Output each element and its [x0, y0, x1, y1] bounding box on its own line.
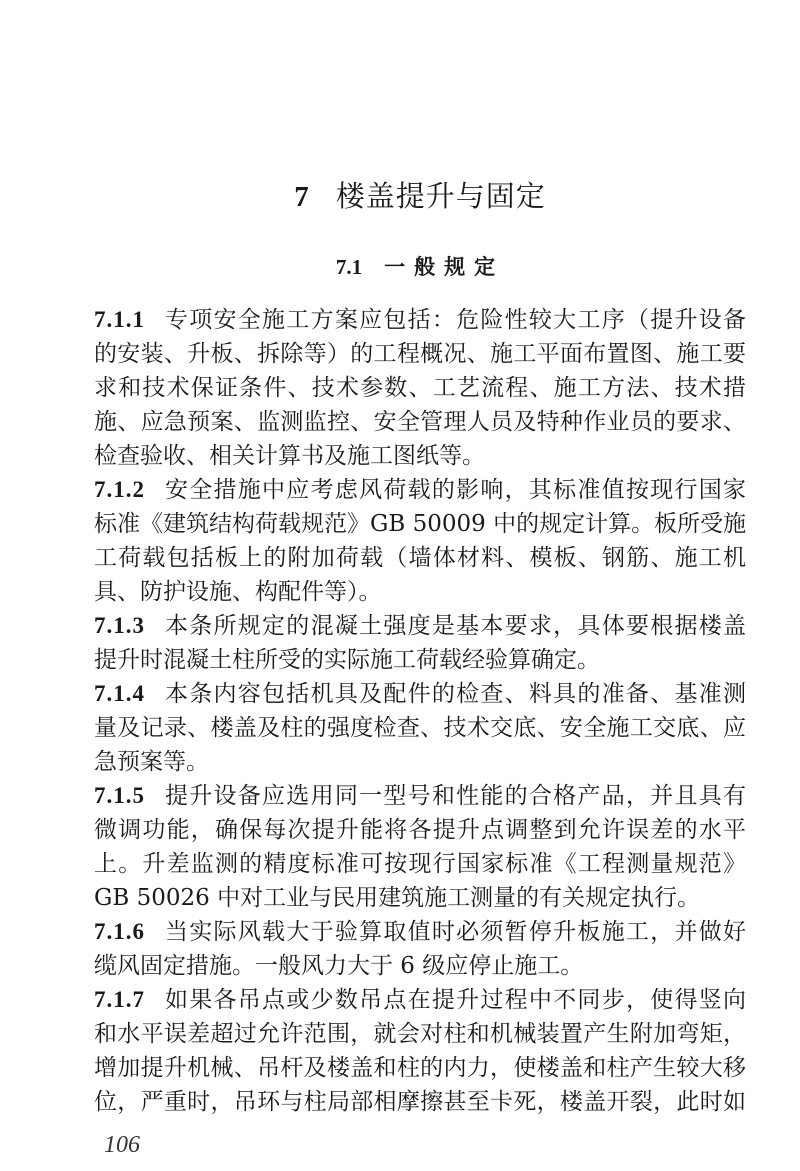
chapter-number: 7 — [294, 181, 310, 213]
text-line — [94, 1017, 746, 1051]
clause-7-1-3 — [94, 609, 746, 677]
text-line — [94, 507, 746, 541]
clause-7-1-4 — [94, 677, 746, 779]
text-line — [94, 609, 746, 643]
clause-7-1-6 — [94, 915, 746, 983]
clause-number: 7.1.5 — [94, 783, 145, 808]
text-line — [94, 473, 746, 507]
line-text: 本条内容包括机具及配件的检查、料具的准备、基准测 — [165, 681, 746, 707]
line-text: 当实际风载大于验算取值时必须暂停升板施工，并做好 — [165, 919, 746, 945]
text-line — [94, 405, 746, 439]
line-text: 量及记录、楼盖及柱的强度检查、技术交底、安全施工交底、应 — [94, 715, 746, 741]
text-line — [94, 303, 746, 337]
clause-7-1-2 — [94, 473, 746, 609]
text-line — [94, 711, 746, 745]
text-line — [94, 643, 746, 677]
text-line — [94, 881, 746, 915]
line-text: 增加提升机械、吊杆及楼盖和柱的内力，使楼盖和柱产生较大移 — [94, 1055, 746, 1081]
clause-number: 7.1.3 — [94, 613, 145, 638]
line-text: 专项安全施工方案应包括：危险性较大工序（提升设备 — [165, 307, 746, 333]
text-line — [94, 371, 746, 405]
body-text — [94, 303, 746, 1119]
text-line — [94, 337, 746, 371]
section-heading — [0, 252, 800, 282]
text-line — [94, 915, 746, 949]
line-text: 具、防护设施、构配件等）。 — [94, 579, 382, 605]
clause-number: 7.1.1 — [94, 307, 145, 332]
section-number: 7.1 — [335, 255, 363, 279]
text-line — [94, 575, 746, 609]
line-text: 位，严重时，吊环与柱局部相摩擦甚至卡死，楼盖开裂，此时如 — [94, 1089, 746, 1115]
line-text: 提升时混凝土柱所受的实际施工荷载经验算确定。 — [94, 647, 600, 673]
text-line — [94, 1051, 746, 1085]
line-text: 缆风固定措施。一般风力大于 6 级应停止施工。 — [94, 953, 584, 979]
line-text: 安全措施中应考虑风荷载的影响，其标准值按现行国家 — [165, 477, 746, 503]
line-text: 检查验收、相关计算书及施工图纸等。 — [94, 443, 485, 469]
text-line — [94, 949, 746, 983]
line-text: 和水平误差超过允许范围，就会对柱和机械装置产生附加弯矩， — [94, 1021, 746, 1047]
clause-number: 7.1.4 — [94, 681, 145, 706]
clause-7-1-7 — [94, 983, 746, 1119]
line-text: 求和技术保证条件、技术参数、工艺流程、施工方法、技术措 — [94, 375, 746, 401]
line-text: 施、应急预案、监测监控、安全管理人员及特种作业员的要求、 — [94, 409, 746, 435]
text-line — [94, 677, 746, 711]
line-text: GB 50026 中对工业与民用建筑施工测量的有关规定执行。 — [94, 885, 701, 911]
text-line — [94, 813, 746, 847]
text-line — [94, 1085, 746, 1119]
line-text: 如果各吊点或少数吊点在提升过程中不同步，使得竖向 — [165, 987, 746, 1013]
text-line — [94, 541, 746, 575]
text-line — [94, 745, 746, 779]
line-text: 的安装、升板、拆除等）的工程概况、施工平面布置图、施工要 — [94, 341, 746, 367]
line-text: 提升设备应选用同一型号和性能的合格产品，并且具有 — [165, 783, 746, 809]
line-text: 本条所规定的混凝土强度是基本要求，具体要根据楼盖 — [165, 613, 746, 639]
clause-number: 7.1.6 — [94, 919, 145, 944]
text-line — [94, 779, 746, 813]
clause-7-1-1 — [94, 303, 746, 473]
text-line — [94, 983, 746, 1017]
clause-number: 7.1.7 — [94, 987, 145, 1012]
line-text: 急预案等。 — [94, 749, 209, 775]
text-line — [94, 847, 746, 881]
chapter-title — [0, 176, 800, 217]
clause-7-1-5 — [94, 779, 746, 915]
chapter-title-text: 楼盖提升与固定 — [335, 179, 546, 213]
line-text: 标准《建筑结构荷载规范》GB 50009 中的规定计算。板所受施 — [94, 511, 746, 537]
clause-number: 7.1.2 — [94, 477, 145, 502]
line-text: 上。升差监测的精度标准可按现行国家标准《工程测量规范》 — [94, 851, 746, 877]
line-text: 微调功能，确保每次提升能将各提升点调整到允许误差的水平 — [94, 817, 746, 843]
line-text: 工荷载包括板上的附加荷载（墙体材料、模板、钢筋、施工机 — [94, 545, 746, 571]
section-title: 一般规定 — [384, 254, 505, 279]
text-line — [94, 439, 746, 473]
page-number: 106 — [104, 1132, 140, 1158]
